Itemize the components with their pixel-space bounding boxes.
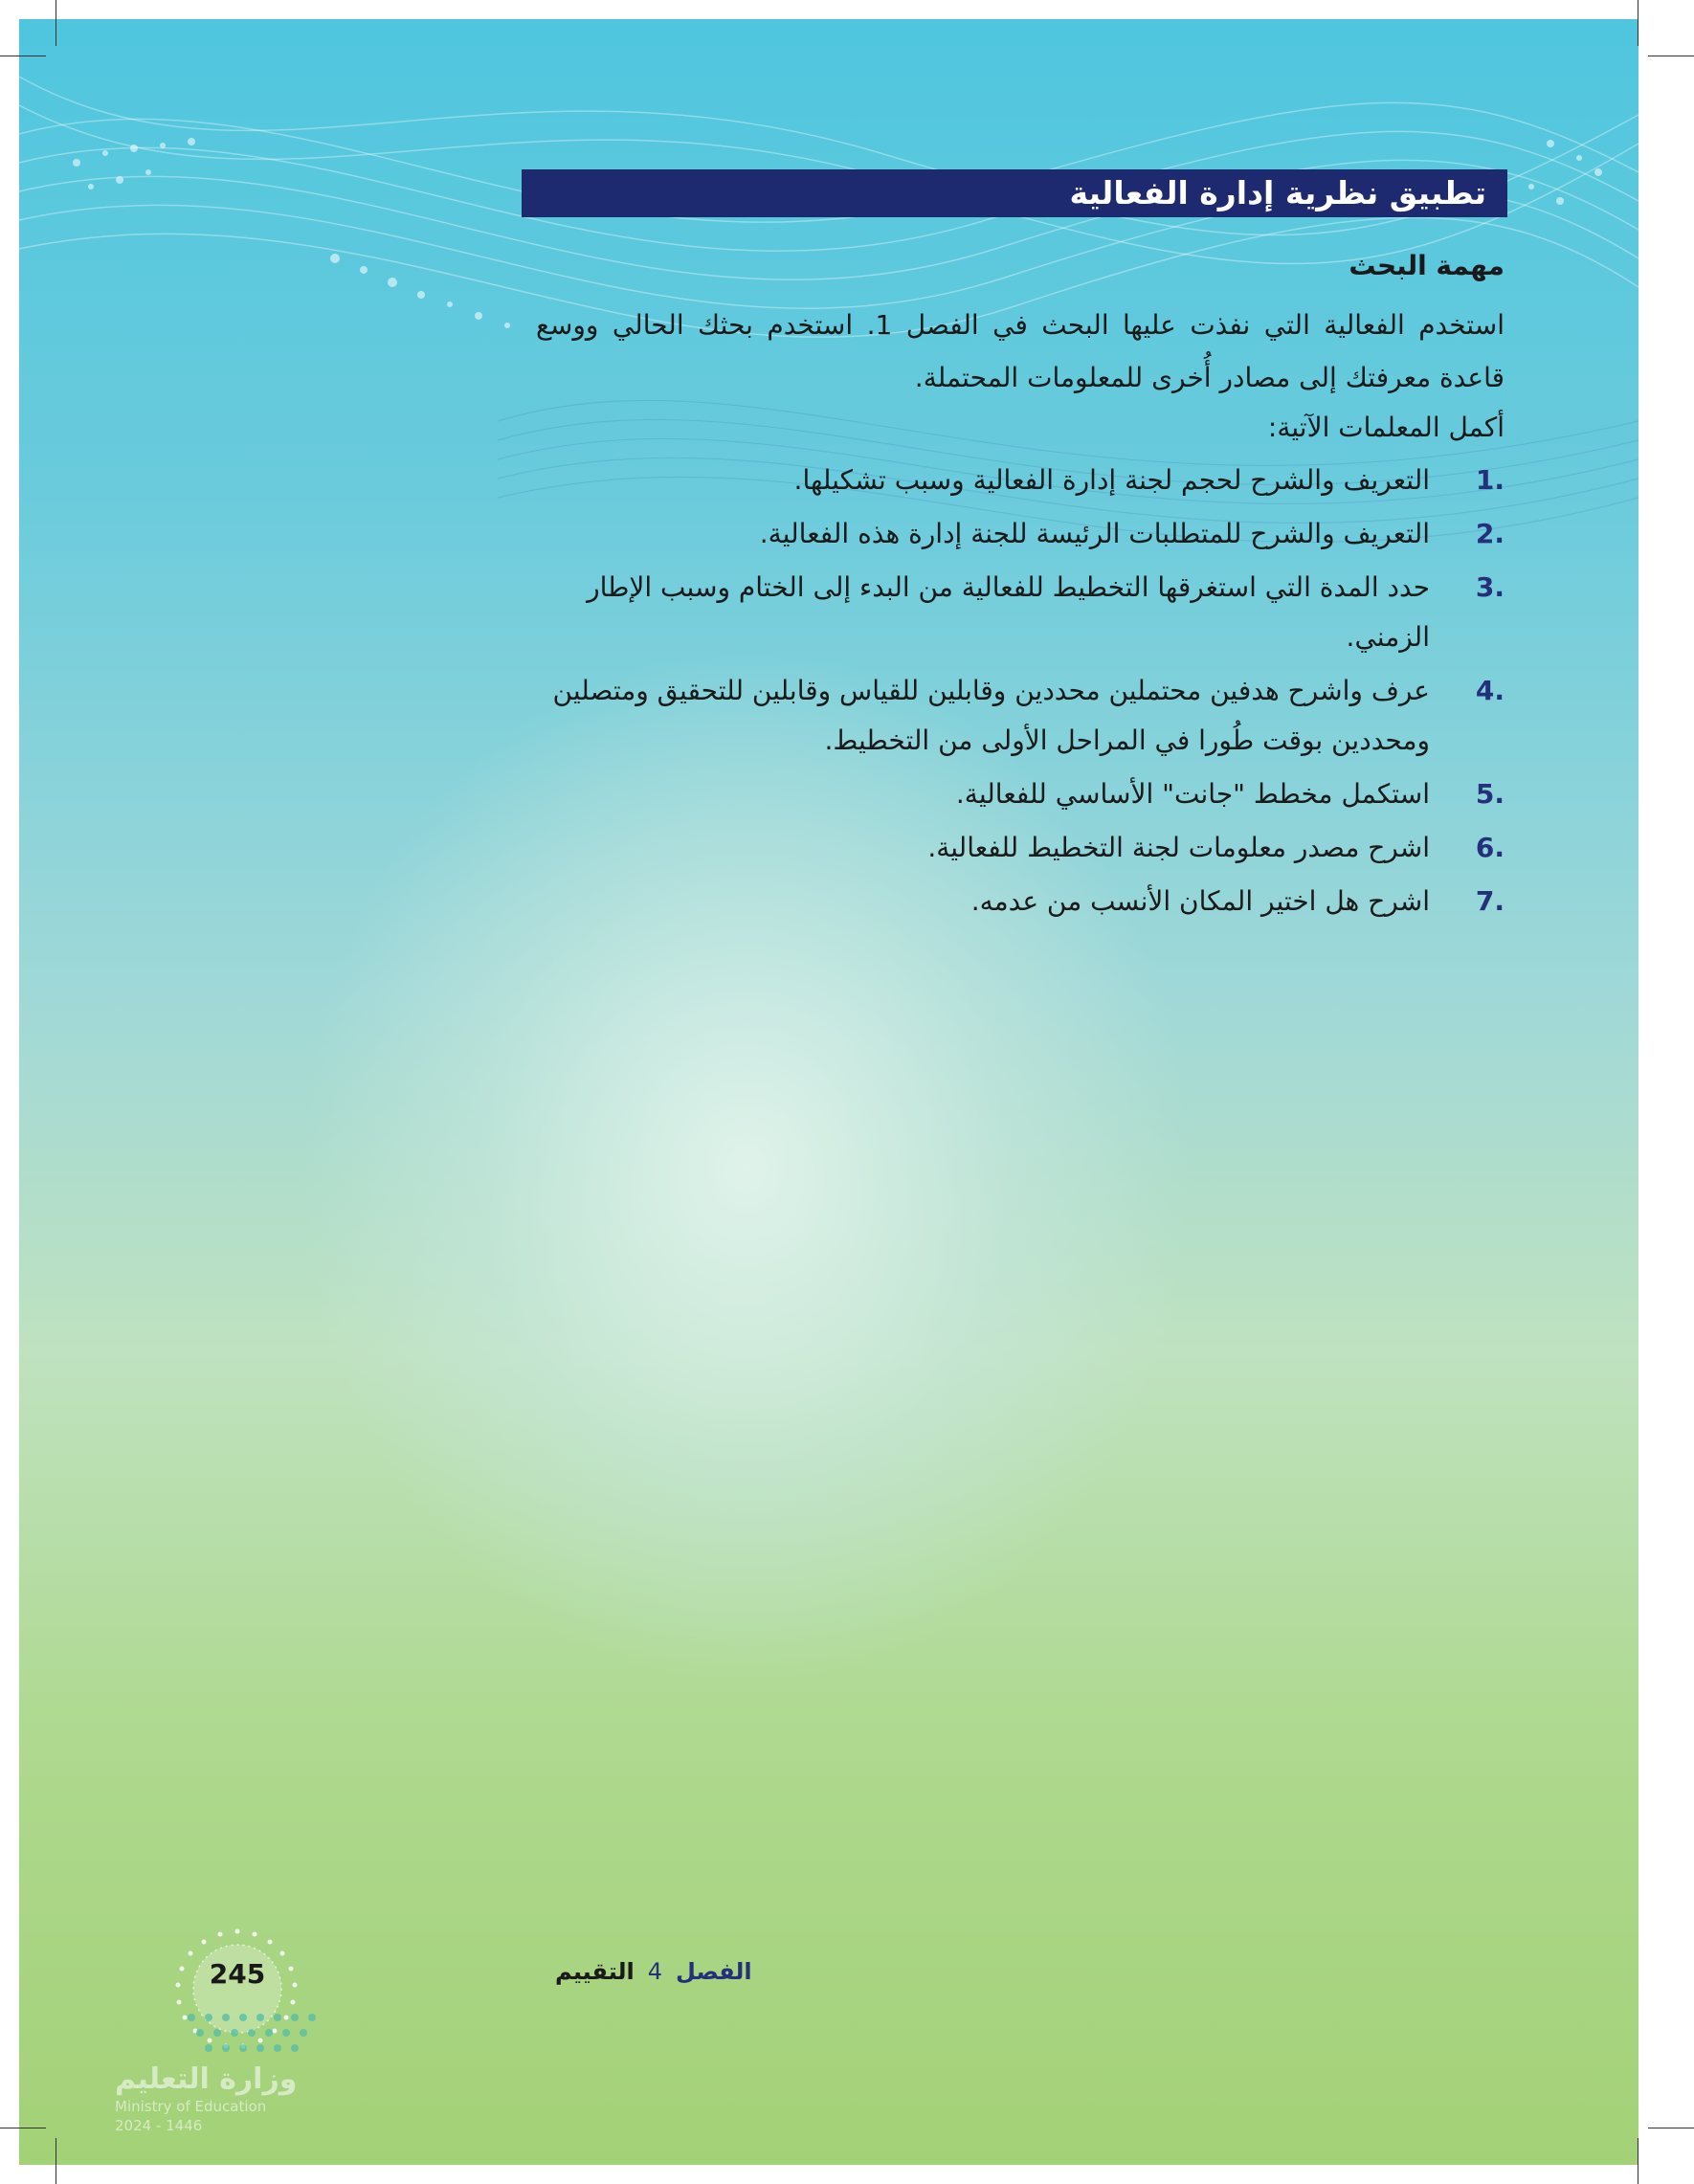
task-list xyxy=(536,456,1505,926)
task-number: 6. xyxy=(1475,832,1505,863)
page-number: 245 xyxy=(209,1958,266,1990)
main-content xyxy=(536,247,1505,930)
ministry-year: 2024 - 1446 xyxy=(115,2117,203,2134)
task-text: اشرح هل اختير المكان الأنسب من عدمه. xyxy=(970,885,1430,917)
chapter-title: التقييم xyxy=(555,1958,635,1985)
task-number: 5. xyxy=(1475,778,1505,810)
task-text: التعريف والشرح لحجم لجنة إدارة الفعالية وسبب تشكيلها. xyxy=(793,464,1430,496)
task-text: اشرح مصدر معلومات لجنة التخطيط للفعالية. xyxy=(927,832,1430,863)
ministry-logo-dots-icon xyxy=(182,2010,335,2061)
chapter-footer xyxy=(555,1958,752,1985)
task-number: 4. xyxy=(1475,675,1505,706)
task-number: 2. xyxy=(1475,518,1505,549)
ministry-name-en: Ministry of Education xyxy=(115,2098,267,2115)
task-text: عرف واشرح هدفين محتملين محددين وقابلين للقياس وقابلين للتحقيق ومتصلين ومحددين بوقت طُورا في المراحل الأولى من التخطيط. xyxy=(552,675,1430,756)
lead-text: أكمل المعلمات الآتية: xyxy=(1267,412,1505,443)
ministry-logo xyxy=(115,2062,297,2135)
chapter-label: الفصل xyxy=(676,1958,752,1985)
chapter-number: 4 xyxy=(647,1958,663,1985)
task-item-4 xyxy=(536,666,1505,766)
task-number: 3. xyxy=(1475,571,1505,603)
task-text: التعريف والشرح للمتطلبات الرئيسة للجنة إدارة هذه الفعالية. xyxy=(759,518,1430,549)
task-item-7 xyxy=(536,877,1505,926)
task-text: حدد المدة التي استغرقها التخطيط للفعالية من البدء إلى الختام وسبب الإطار الزمني. xyxy=(587,571,1430,653)
section-title-bar xyxy=(522,169,1507,217)
intro-paragraph: استخدم الفعالية التي نفذت عليها البحث في الفصل 1. استخدم بحثك الحالي ووسع قاعدة معرفتك إلى مصادر أُخرى للمعلومات المحتملة. xyxy=(536,309,1505,393)
task-item-6 xyxy=(536,823,1505,873)
book-page xyxy=(19,19,1638,2165)
task-number: 7. xyxy=(1475,885,1505,917)
task-number: 1. xyxy=(1475,464,1505,496)
task-item-1 xyxy=(536,456,1505,505)
subheading: مهمة البحث xyxy=(1349,250,1505,281)
task-text: استكمل مخطط "جانت" الأساسي للفعالية. xyxy=(955,778,1430,810)
task-item-3 xyxy=(536,563,1505,662)
task-item-5 xyxy=(536,769,1505,819)
section-title: تطبيق نظرية إدارة الفعالية xyxy=(1069,174,1486,212)
task-item-2 xyxy=(536,509,1505,559)
ministry-name-ar: وزارة التعليم xyxy=(115,2062,298,2096)
